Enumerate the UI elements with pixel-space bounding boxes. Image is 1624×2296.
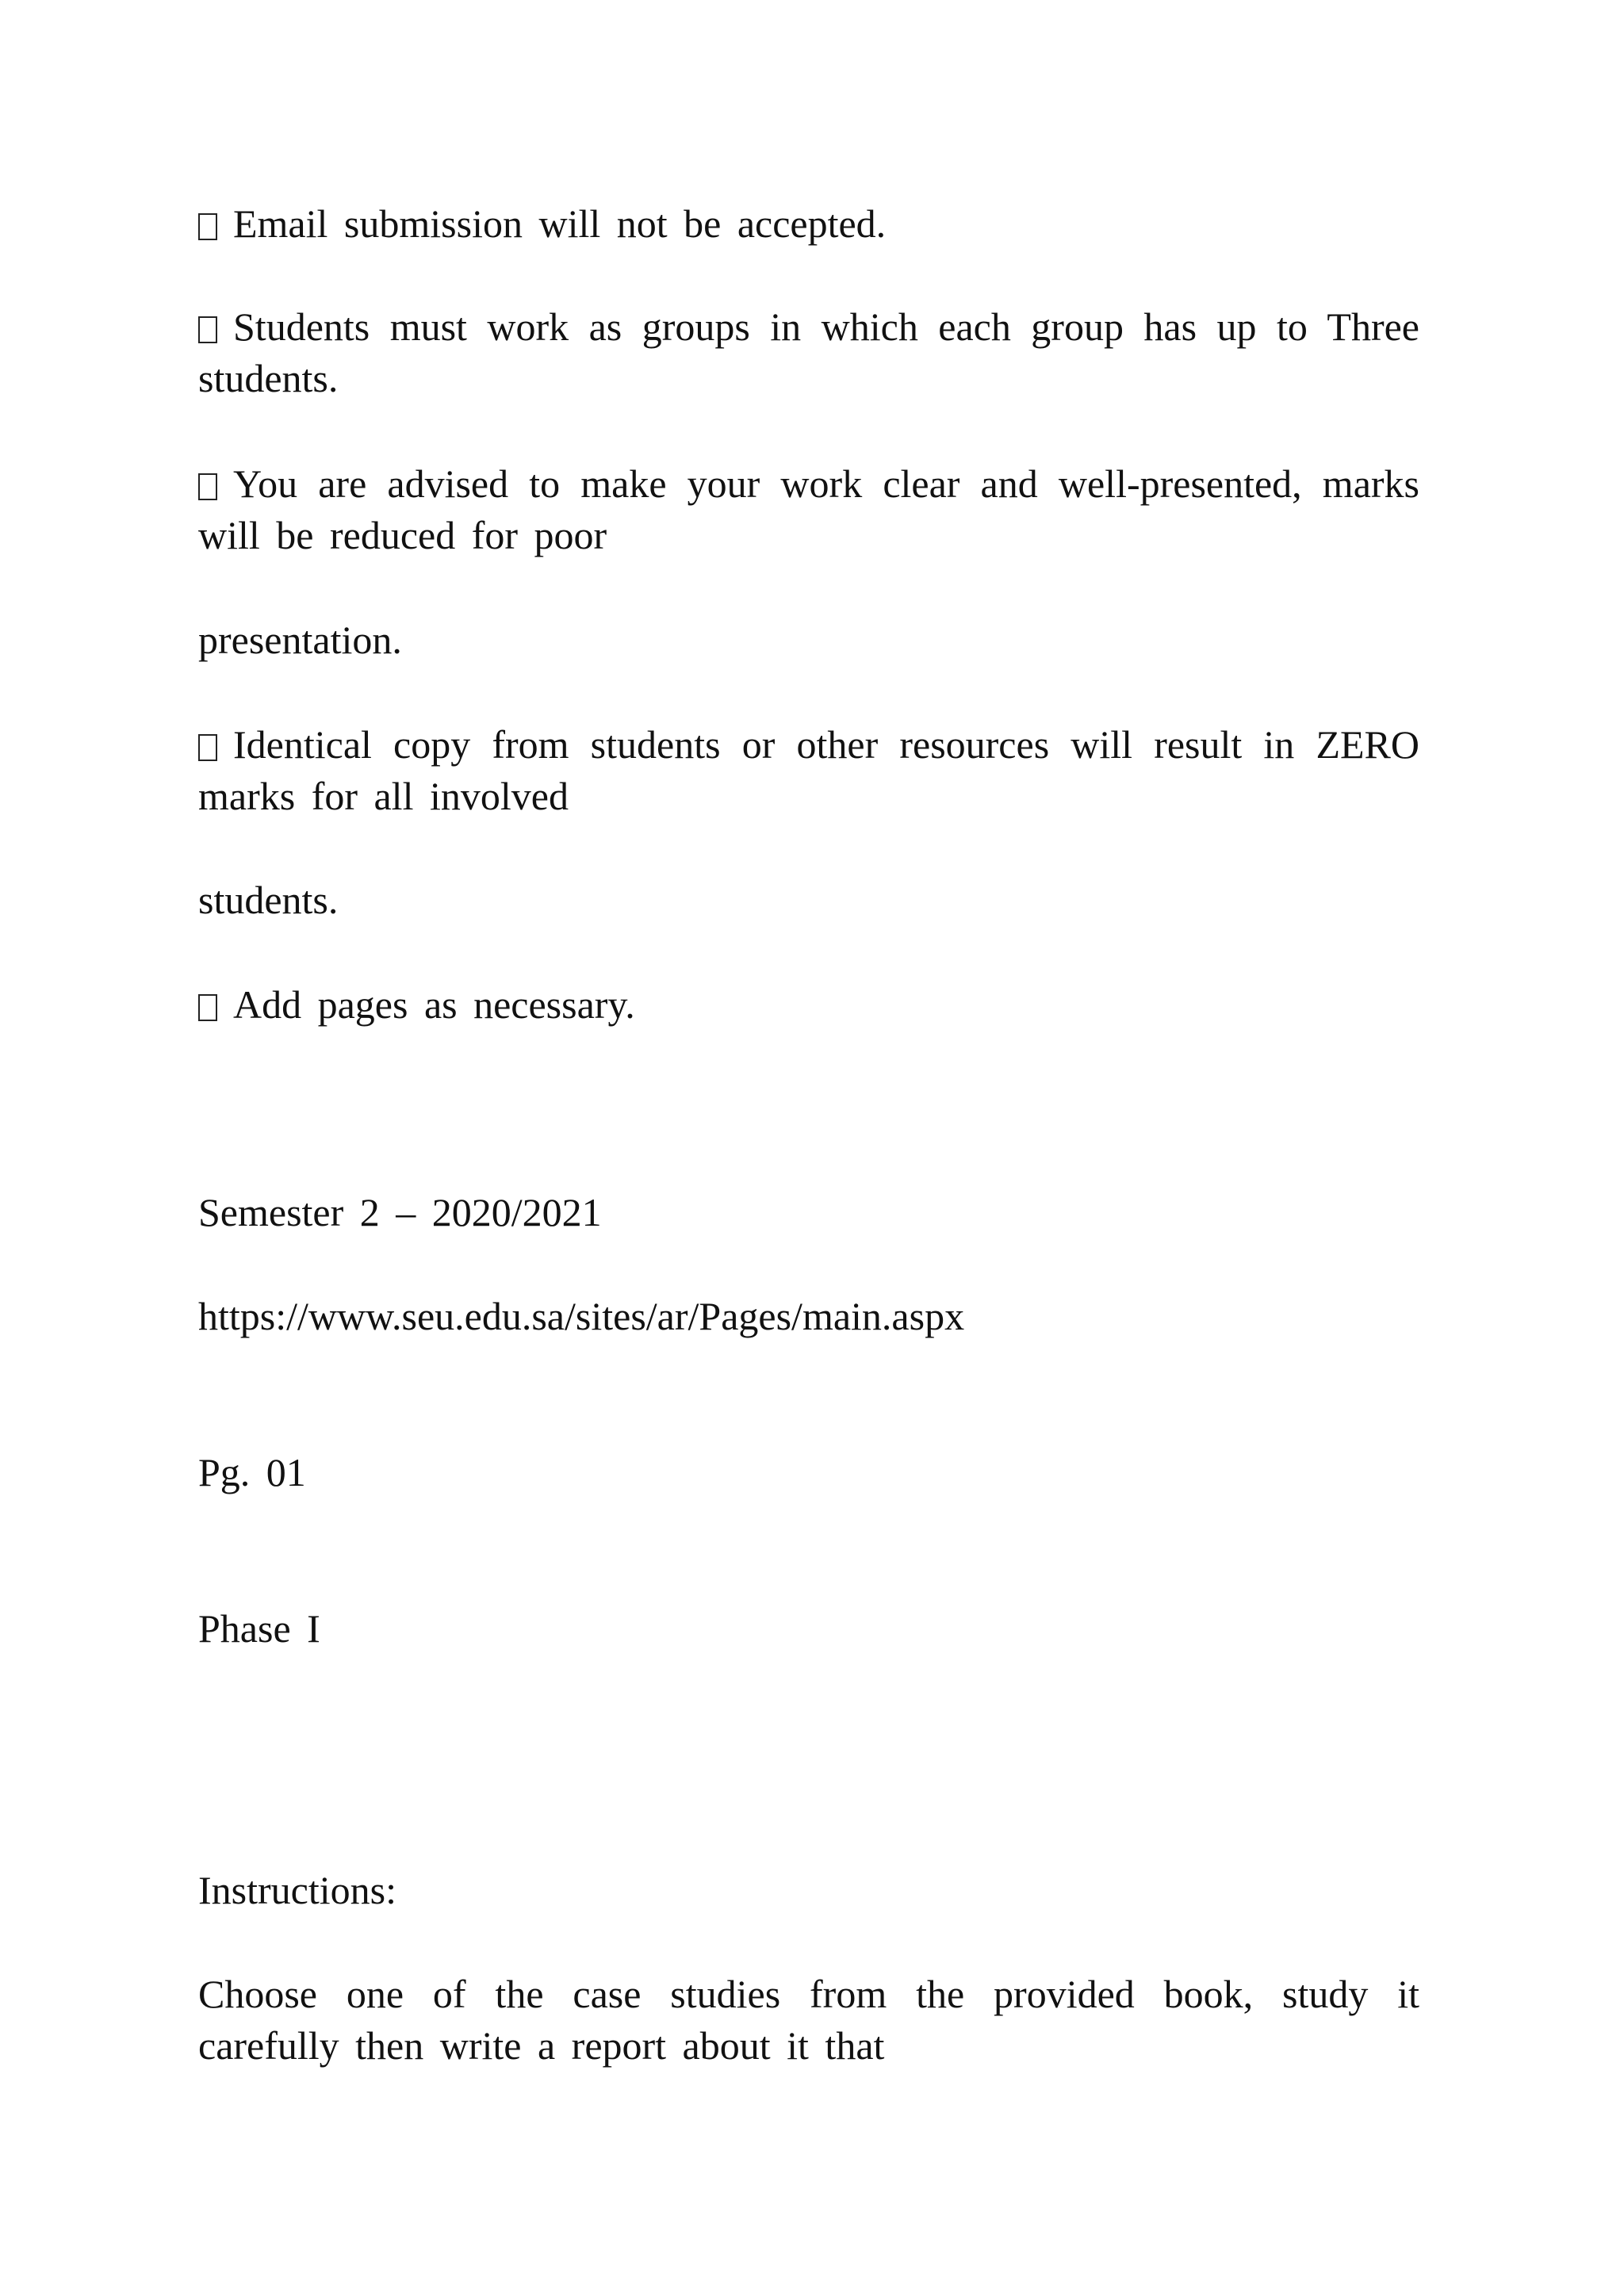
bullet-presentation: You are advised to make your work clear and well-presented, marks will be reduced for poor xyxy=(198,461,1419,557)
checkbox-bullet-icon xyxy=(198,734,217,761)
university-url: https://www.seu.edu.sa/sites/ar/Pages/main.aspx xyxy=(198,1294,965,1338)
bullet-add-pages: Add pages as necessary. xyxy=(198,979,1419,1031)
bullet-group-work: Students must work as groups in which each group has up to Three students. xyxy=(198,304,1419,400)
page-number: Pg. 01 xyxy=(198,1450,306,1494)
presentation-continuation: presentation. xyxy=(198,618,402,662)
checkbox-bullet-icon xyxy=(198,316,217,343)
instructions-text: Choose one of the case studies from the provided book, study it carefully then write a report about it that xyxy=(198,1972,1419,2068)
checkbox-bullet-icon xyxy=(198,473,217,500)
bullet-identical-copy: Identical copy from students or other resources will result in ZERO marks for all involved xyxy=(198,722,1419,818)
phase-title: Phase I xyxy=(198,1606,320,1651)
semester-label: Semester 2 – 2020/2021 xyxy=(198,1190,602,1234)
instructions-heading: Instructions: xyxy=(198,1868,396,1912)
checkbox-bullet-icon xyxy=(198,994,217,1021)
checkbox-bullet-icon xyxy=(198,213,217,240)
bullet-email-submission: Email submission will not be accepted. xyxy=(198,198,1419,250)
students-continuation: students. xyxy=(198,878,339,922)
